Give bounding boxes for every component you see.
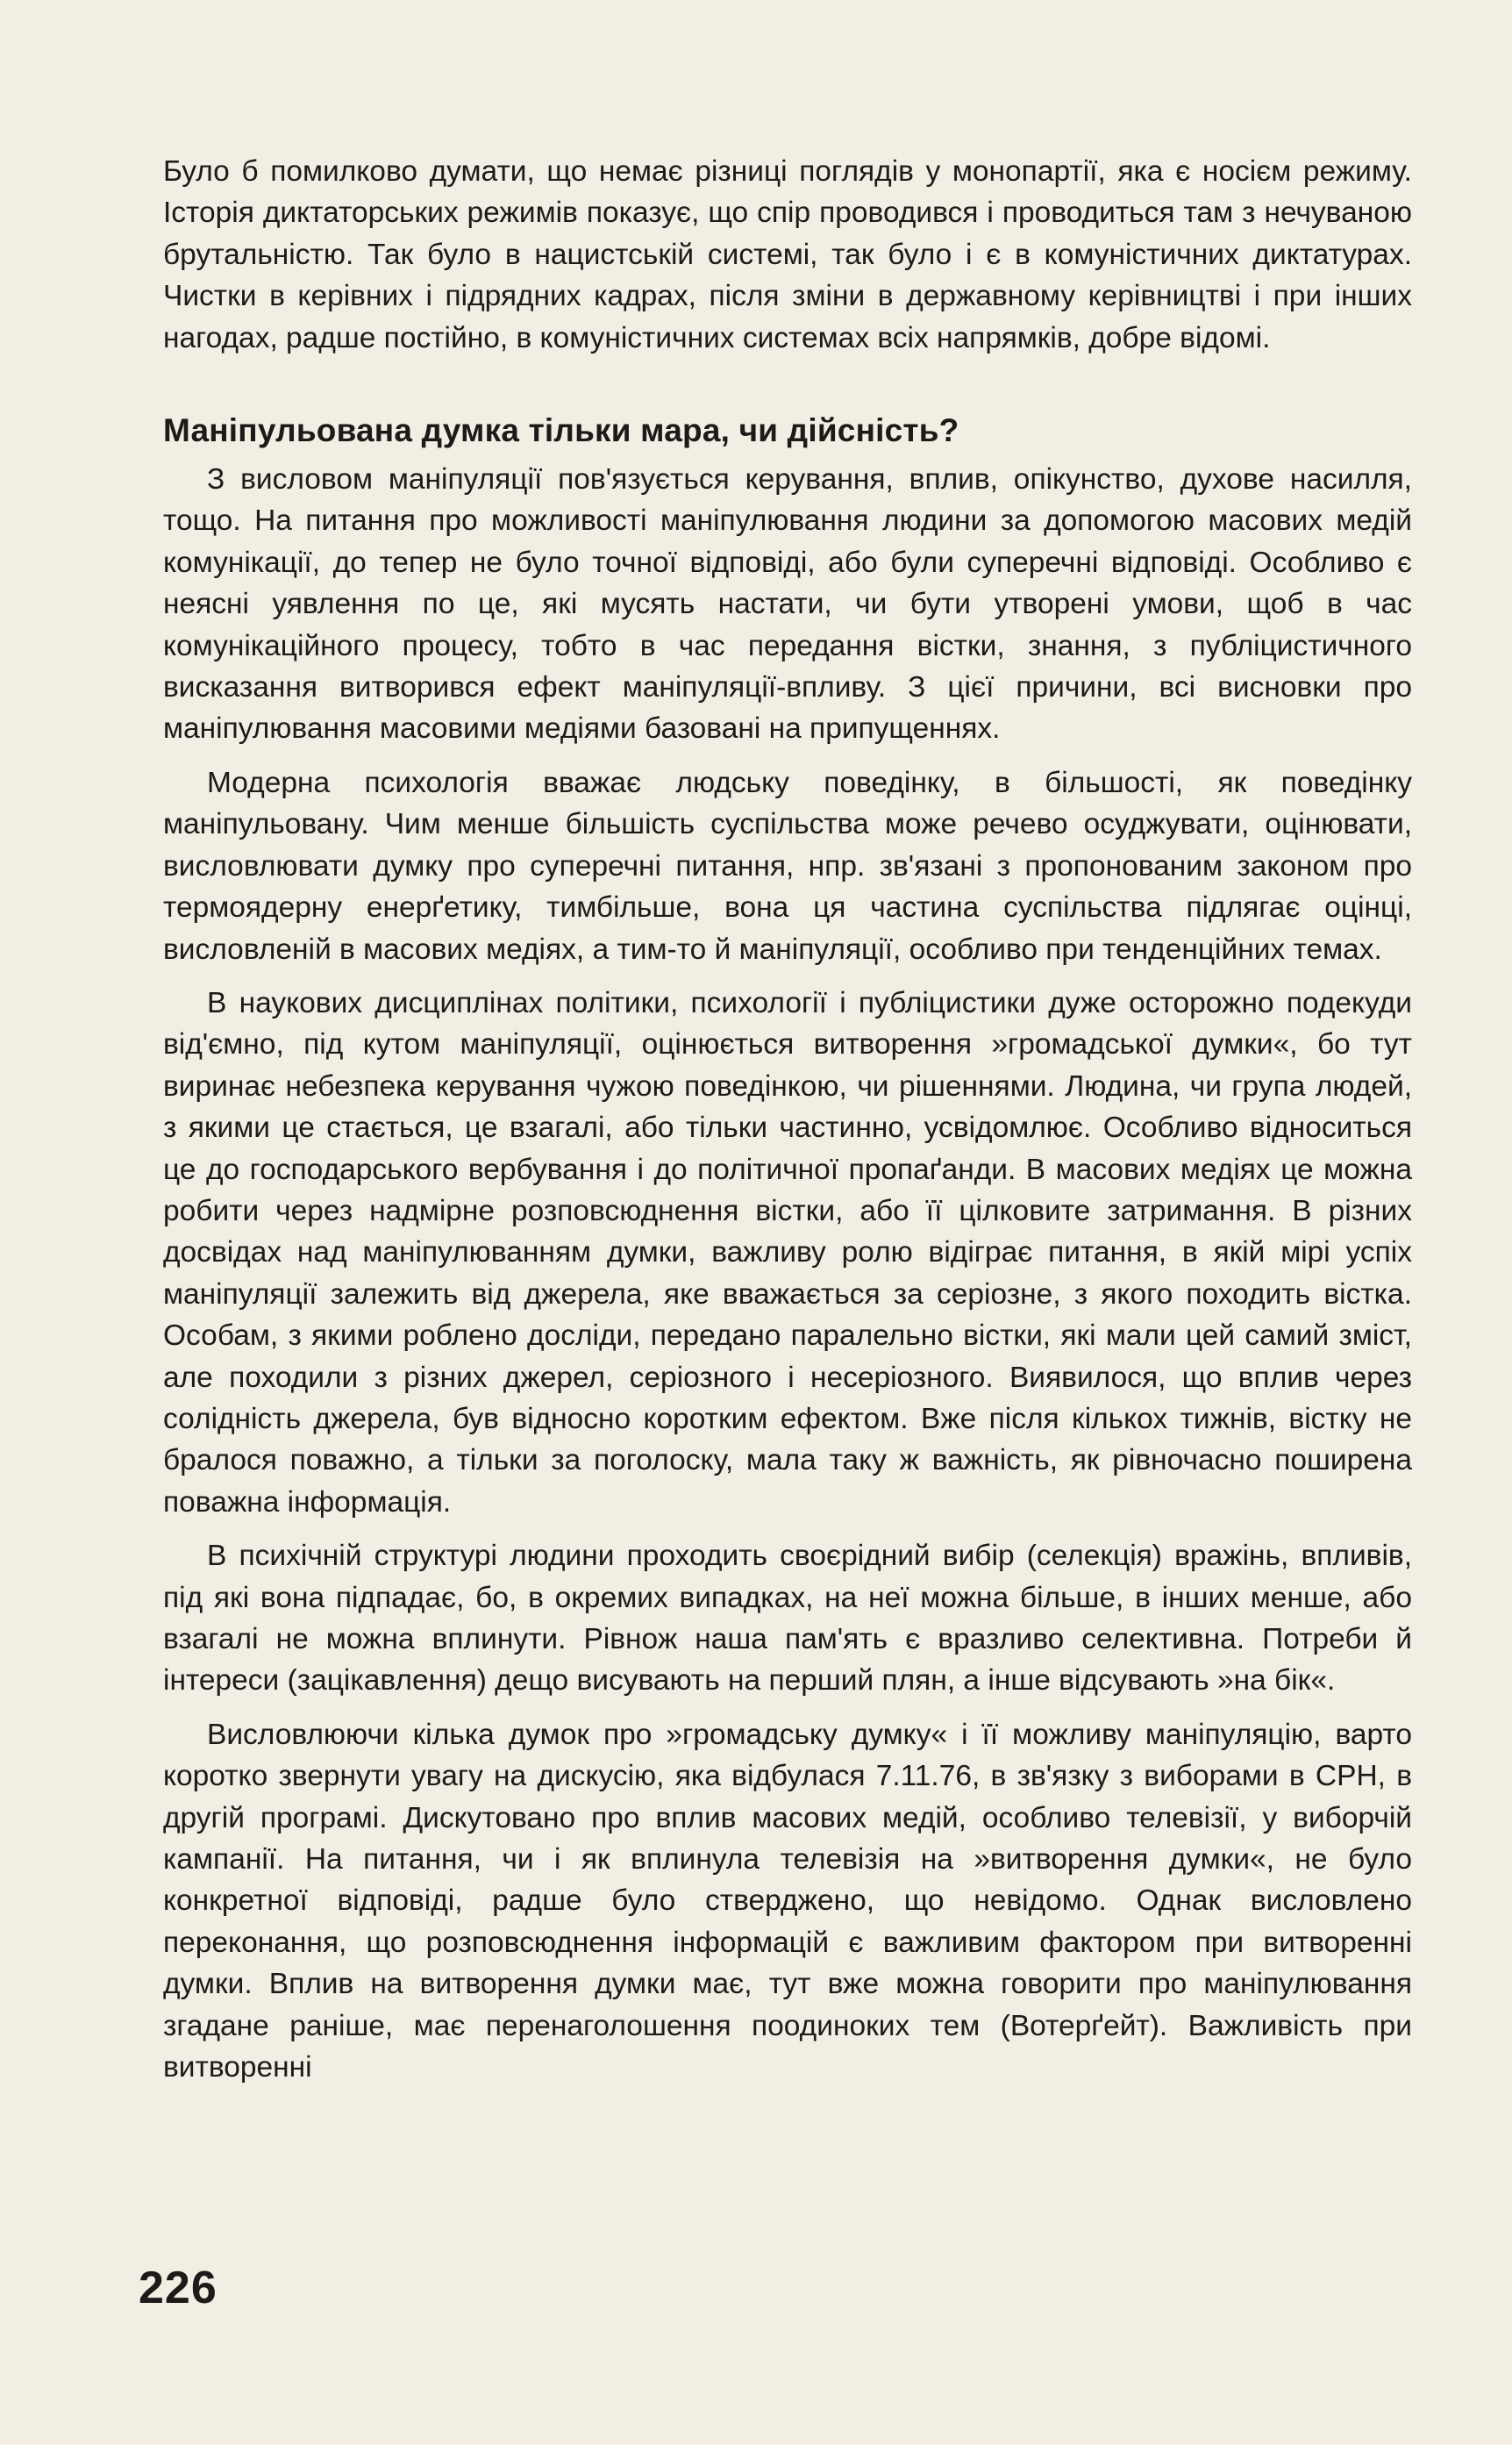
paragraph-3: Модерна психологія вважає людську поведінку, в більшості, як поведінку маніпульовану. Чим менше більшість суспільства може речево осуджувати, оцінювати, висловлювати думку про суперечні питання, нпр. зв'язані з пропонованим законом про термоядерну енерґетику, тимбільше, вона ця частина суспільства підлягає оцінці, висловленій в масових медіях, а тим-то й маніпуляції, особливо при тенденційних темах.: [163, 766, 1412, 966]
section-heading: Маніпульована думка тільки мара, чи дійсність?: [163, 412, 959, 449]
text-column: [163, 151, 1412, 2088]
paragraph-5: В психічній структурі людини проходить своєрідний вибір (селекція) вражінь, впливів, під які вона підпадає, бо, в окремих випадках, на неї можна більше, в інших менше, або взагалі не можна вплинути. Рівнож наша пам'ять є вразливо селективна. Потреби й інтереси (зацікавлення) дещо висувають на перший плян, а інше відсувають »на бік«.: [163, 1540, 1412, 1698]
page-number: 226: [139, 2263, 218, 2313]
paragraph-6: Висловлюючи кілька думок про »громадську думку« і її можливу маніпуляцію, варто коротко звернути увагу на дискусію, яка відбулася 7.11.76, в зв'язку з виборами в СРН, в другій програмі. Дискутовано про вплив масових медій, особливо телевізії, у виборчій кампанії. На питання, чи і як вплинула телевізія на »витворення думки«, не було конкретної відповіді, радше було стверджено, що невідомо. Однак висловлено переконання, що розповсюднення інформацій є важливим фактором при витворенні думки. Вплив на витворення думки має, тут вже можна говорити про маніпулювання згадане раніше, має перенаголошення поодиноких тем (Вотерґейт). Важливість при витворенні: [163, 1718, 1412, 2084]
paragraph-1: Було б помилково думати, що немає різниці поглядів у монопартії, яка є носієм режиму. Історія диктаторських режимів показує, що спір проводився і проводиться там з нечуваною брутальністю. Так було в нацистській системі, так було і є в комуністичних диктатурах. Чистки в керівних і підрядних кадрах, після зміни в державному керівництві і при інших нагодах, радше постійно, в комуністичних системах всіх напрямків, добре відомі.: [163, 155, 1412, 354]
paragraph-2: З висловом маніпуляції пов'язується керування, вплив, опікунство, духове насилля, тощо. На питання про можливості маніпулювання людини за допомогою масових медій комунікації, до тепер не було точної відповіді, або були суперечні відповіді. Особливо є неясні уявлення по це, які мусять настати, чи бути утворені умови, щоб в час комунікаційного процесу, тобто в час передання вістки, знання, з публіцистичного висказання витворився ефект маніпуляції-впливу. З цієї причини, всі висновки про маніпулювання масовими медіями базовані на припущеннях.: [163, 463, 1412, 746]
paragraph-4: В наукових дисциплінах політики, психології і публіцистики дуже осторожно подекуди від'ємно, під кутом маніпуляції, оцінюється витворення »громадської думки«, бо тут виринає небезпека керування чужою поведінкою, чи рішеннями. Людина, чи група людей, з якими це стається, це взагалі, або тільки частинно, усвідомлює. Особливо відноситься це до господарського вербування і до політичної пропаґанди. В масових медіях це можна робити через надмірне розповсюднення вістки, або її цілковите затримання. В різних досвідах над маніпулюванням думки, важливу ролю відіграє питання, в якій мірі успіх маніпуляції залежить від джерела, яке вважається за серіозне, з якого походить вістка. Особам, з якими роблено досліди, передано паралельно вістки, які мали цей самий зміст, але походили з різних джерел, серіозного і несеріозного. Виявилося, що вплив через солідність джерела, був відносно коротким ефектом. Вже після кількох тижнів, вістку не бралося поважно, а тільки за поголоску, мала таку ж важність, як рівночасно поширена поважна інформація.: [163, 986, 1412, 1519]
